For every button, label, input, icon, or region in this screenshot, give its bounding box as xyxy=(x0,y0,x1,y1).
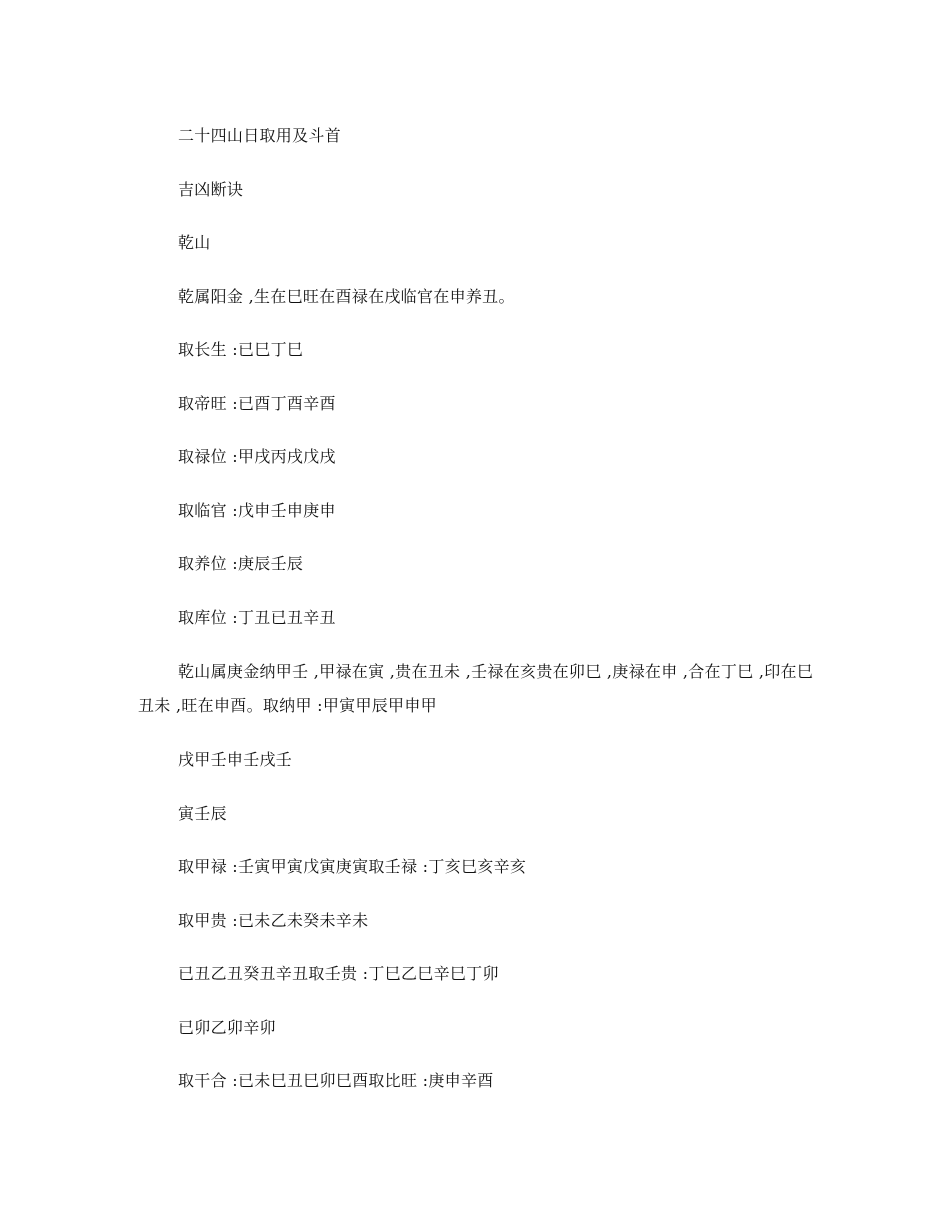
text-line: 取甲禄 :壬寅甲寅戊寅庚寅取壬禄 :丁亥巳亥辛亥 xyxy=(178,857,527,876)
text-line: 寅壬辰 xyxy=(178,804,227,823)
text-line: 取临官 :戊申壬申庚申 xyxy=(178,501,336,520)
document-title: 二十四山日取用及斗首 xyxy=(178,126,342,145)
text-paragraph: 乾山属庚金纳甲壬 ,甲禄在寅 ,贵在丑未 ,壬禄在亥贵在卯巳 ,庚禄在申 ,合在丁巳 ,印在巳丑未 ,旺在申酉。取纳甲 :甲寅甲辰甲申甲 xyxy=(138,662,814,715)
text-line: 已丑乙丑癸丑辛丑取壬贵 :丁巳乙巳辛巳丁卯 xyxy=(178,964,499,983)
text-line: 戌甲壬申壬戌壬 xyxy=(178,750,293,769)
text-line: 取甲贵 :已未乙未癸未辛未 xyxy=(178,911,369,930)
text-line: 取禄位 :甲戌丙戌戊戌 xyxy=(178,447,336,466)
text-line: 乾属阳金 ,生在巳旺在酉禄在戌临官在申养丑。 xyxy=(178,287,515,306)
text-line: 取库位 :丁丑已丑辛丑 xyxy=(178,608,336,627)
document-subtitle: 吉凶断诀 xyxy=(178,180,244,199)
text-line: 取干合 :已未巳丑巳卯巳酉取比旺 :庚申辛酉 xyxy=(178,1071,494,1090)
section-heading: 乾山 xyxy=(178,233,211,252)
text-line: 已卯乙卯辛卯 xyxy=(178,1018,276,1037)
text-line: 取养位 :庚辰壬辰 xyxy=(178,554,304,573)
text-line: 取帝旺 :已酉丁酉辛酉 xyxy=(178,394,336,413)
text-line: 取长生 :已巳丁巳 xyxy=(178,340,304,359)
